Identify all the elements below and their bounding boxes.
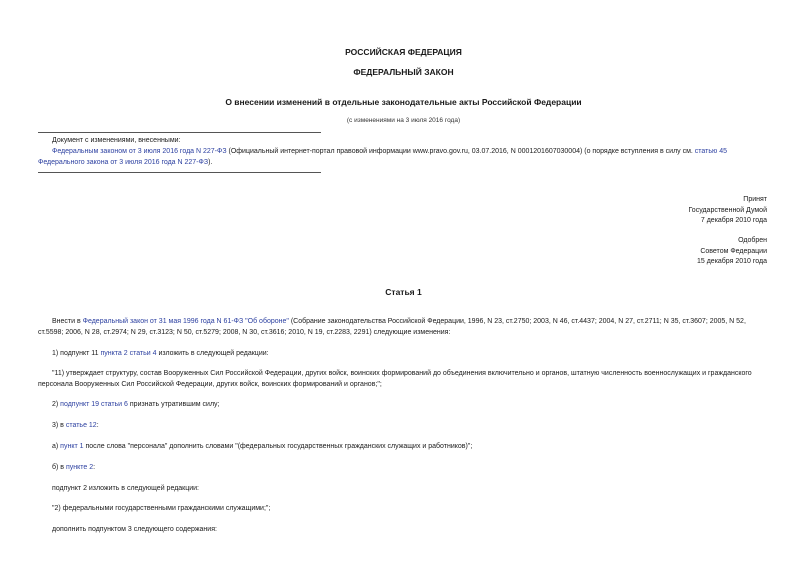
federal-law-link[interactable]: Федерального закона от 3 июля 2016 года N 227-ФЗ [38,159,209,166]
article-paragraph-9: "2) федеральными государственными гражданскими служащими;"; [52,505,271,512]
article-paragraph-10: дополнить подпунктом 3 следующего содержания: [52,526,217,533]
article-heading: Статья 1 [385,287,422,297]
changes-paragraph [38,146,768,168]
p7-text: б) в [52,464,66,471]
p2-text: 1) подпункт 11 [52,350,101,357]
point-1-link[interactable]: пункт 1 [60,443,84,450]
doc-type-heading: ФЕДЕРАЛЬНЫЙ ЗАКОН [353,67,454,77]
p7-text-end: : [93,464,96,471]
point-2-link[interactable]: пункта 2 [100,350,128,357]
council-date: 15 декабря 2010 года [696,258,767,265]
p4-text: 2) [52,401,61,408]
article-paragraph-3: "11) утверждает структуру, состав Вооруженных Сил Российской Федерации, других войск, воинских формирований до объединения включительно и органов, штатную численность военнослужащих и гражданского персонала Вооруженных Сил Российской Федерации, других войск, воинских формирований и органов;"; [38,370,752,388]
changes-text: (Официальный интернет-портал правовой информации www.pravo.gov.ru, 03.07.2016, N 0001201607030004) (о порядке вступления в силу см. [226,148,695,155]
p4-text-end: признать утратившим силу; [127,401,220,408]
subpoint-19-link[interactable]: подпункт 19 статьи 6 [60,401,128,408]
article-paragraph-6 [38,441,782,452]
p5-text: 3) в [52,422,66,429]
defense-law-link[interactable]: Федеральный закон от 31 мая 1996 года N 61-ФЗ "Об обороне" [82,318,289,325]
adoption-duma [688,195,767,227]
bottom-divider [38,172,321,173]
article-paragraph-5 [38,420,782,431]
adoption-council [697,236,767,268]
p6-text-end: после слова "персонала" дополнить словами "(федеральных государственных гражданских служащих и работников)"; [83,443,473,450]
article-45-link[interactable]: статью 45 [694,148,727,155]
p2-text-end: изложить в следующей редакции: [156,350,269,357]
article-4-link[interactable]: статьи 4 [129,350,157,357]
point-2-ref-link[interactable]: пункте 2 [65,464,94,471]
changes-text-end: ). [208,159,213,166]
top-divider [38,132,321,133]
duma-label: Государственной Думой [688,206,767,214]
article-12-link[interactable]: статье 12 [65,422,97,429]
country-heading: РОССИЙСКАЯ ФЕДЕРАЦИЯ [345,47,462,57]
council-label: Советом Федерации [700,247,767,255]
p1-text: Внести в [52,318,83,325]
changes-intro: Документ с изменениями, внесенными: [52,137,181,144]
article-paragraph-8: подпункт 2 изложить в следующей редакции: [52,485,200,492]
amending-law-link[interactable]: Федеральным законом от 3 июля 2016 года N 227-ФЗ [52,148,227,155]
p6-text: а) [52,443,61,450]
article-paragraph-1 [38,316,768,338]
p1-text-end: (Собрание законодательства Российской Федерации, 1996, N 23, ст.2750; 2003, N 46, ст.4437; 2004, N 27, ст.2711; N 35, ст.3607; 2005, N 52, ст.5598; 2006, N 28, ст.2974; N 29, ст.3123; N 50, ст.5279; 2008, N 30, ст.3616; 2010, N 19, ст.2283, 2291) следующие изменения: [38,318,746,336]
document-title: О внесении изменений в отдельные законодательные акты Российской Федерации [225,97,582,107]
edition-note: (с изменениями на 3 июля 2016 года) [346,117,461,124]
article-paragraph-2 [38,348,782,359]
article-paragraph-4 [38,399,782,410]
p5-text-end: : [96,422,99,429]
accepted-label: Принят [743,196,767,203]
duma-date: 7 декабря 2010 года [700,217,767,224]
article-paragraph-7 [38,462,782,473]
approved-label: Одобрен [738,237,767,244]
